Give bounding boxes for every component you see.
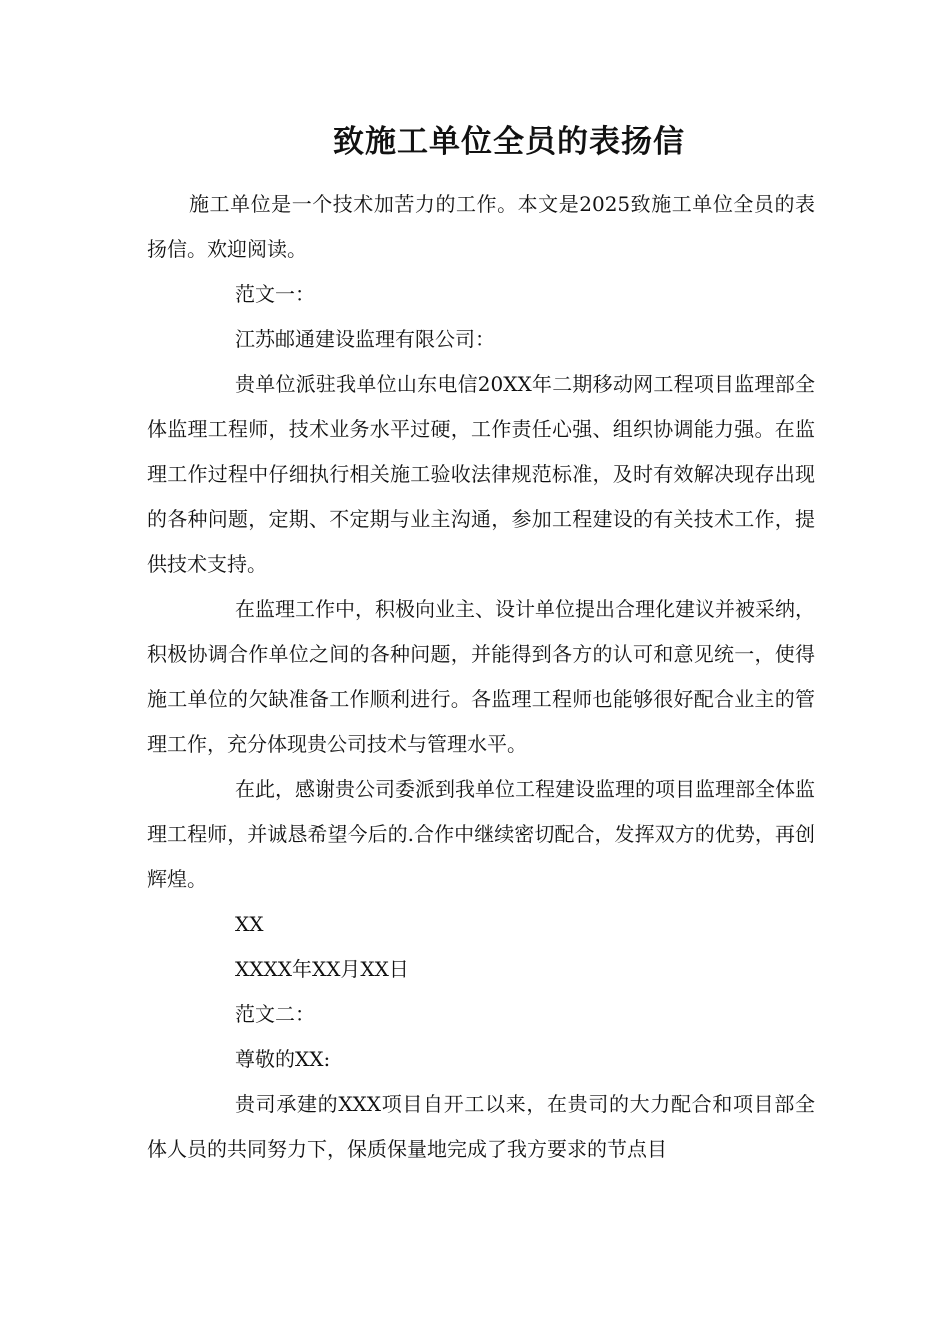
sample2-paragraph-1: 贵司承建的XXX项目自开工以来，在贵司的大力配合和项目部全体人员的共同努力下，保质保量地完成了我方要求的节点目 xyxy=(147,1092,815,1161)
sample1-date: XXXX年XX月XX日 xyxy=(235,957,409,981)
sample1-paragraph-3: 在此，感谢贵公司委派到我单位工程建设监理的项目监理部全体监理工程师，并诚恳希望今后的.合作中继续密切配合，发挥双方的优势，再创辉煌。 xyxy=(147,777,815,891)
sample1-signature: XX xyxy=(235,912,264,936)
sample1-paragraph-1: 贵单位派驻我单位山东电信20XX年二期移动网工程项目监理部全体监理工程师，技术业务水平过硬，工作责任心强、组织协调能力强。在监理工作过程中仔细执行相关施工验收法律规范标准，及时有效解决现存出现的各种问题，定期、不定期与业主沟通，参加工程建设的有关技术工作，提供技术支持。 xyxy=(147,372,815,576)
sample1-paragraph-2: 在监理工作中，积极向业主、设计单位提出合理化建议并被采纳，积极协调合作单位之间的各种问题，并能得到各方的认可和意见统一，使得施工单位的欠缺准备工作顺利进行。各监理工程师也能够很好配合业主的管理工作，充分体现贵公司技术与管理水平。 xyxy=(147,597,815,756)
document-body xyxy=(147,182,815,1172)
sample1-heading: 范文一： xyxy=(235,282,315,306)
sample2-heading: 范文二： xyxy=(235,1002,315,1026)
document-title: 致施工单位全员的表扬信 xyxy=(333,124,685,160)
sample2-recipient: 尊敬的XX: xyxy=(235,1047,331,1071)
sample1-recipient: 江苏邮通建设监理有限公司： xyxy=(235,327,495,351)
intro-paragraph: 施工单位是一个技术加苦力的工作。本文是2025致施工单位全员的表扬信。欢迎阅读。 xyxy=(147,192,815,261)
